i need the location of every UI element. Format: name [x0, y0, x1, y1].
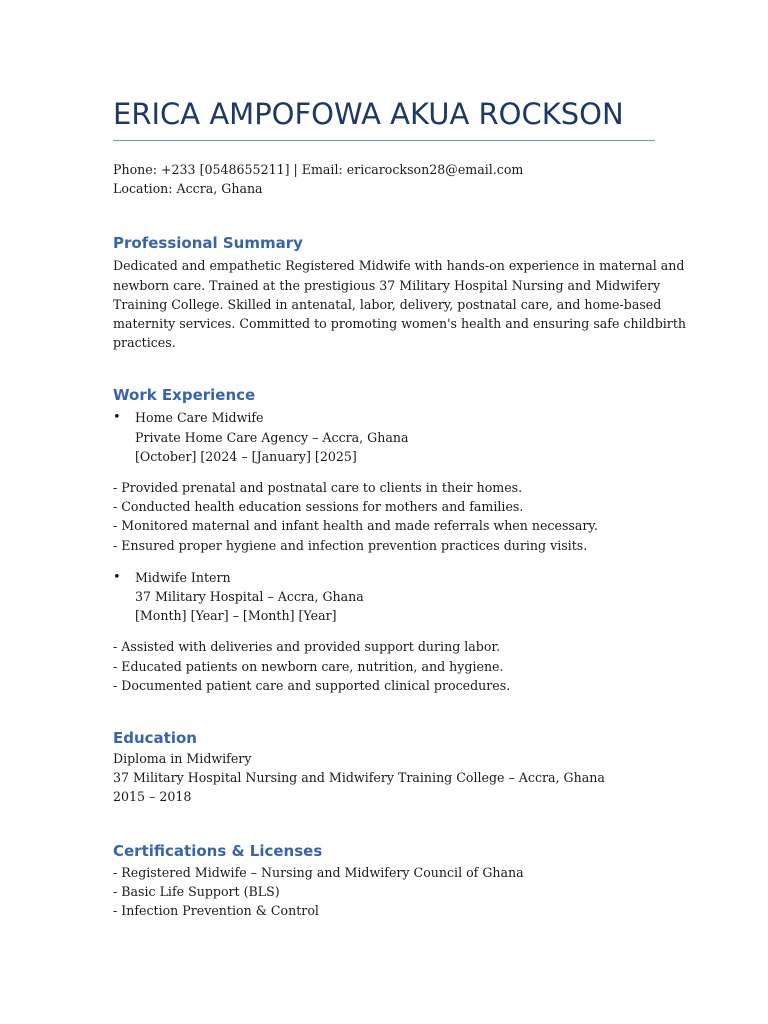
duty-item: - Conducted health education sessions for mothers and families.: [113, 499, 524, 515]
job-entry: [113, 408, 658, 466]
resume-content: [113, 94, 686, 920]
job-title: Midwife Intern: [135, 569, 231, 585]
duty-item: - Educated patients on newborn care, nutrition, and hygiene.: [113, 658, 504, 674]
duty-item: - Assisted with deliveries and provided support during labor.: [113, 639, 501, 655]
summary-line: practices.: [113, 335, 176, 351]
job-dates: [October] [2024 – [January] [2025]: [135, 448, 357, 464]
summary-line: newborn care. Trained at the prestigious 37 Military Hospital Nursing and Midwifery: [113, 277, 661, 293]
contact-location: Location: Accra, Ghana: [113, 181, 263, 197]
certification-item: - Infection Prevention & Control: [113, 903, 319, 919]
duty-item: - Documented patient care and supported clinical procedures.: [113, 677, 511, 693]
bullet-icon: •: [113, 410, 121, 426]
duty-item: - Monitored maternal and infant health and made referrals when necessary.: [113, 518, 598, 534]
summary-line: Training College. Skilled in antenatal, labor, delivery, postnatal care, and home-based: [113, 296, 662, 312]
job-dates: [Month] [Year] – [Month] [Year]: [135, 608, 337, 624]
section-heading-summary: Professional Summary: [113, 234, 303, 253]
duty-item: - Ensured proper hygiene and infection prevention practices during visits.: [113, 537, 588, 553]
contact-phone-email: Phone: +233 [0548655211] | Email: ericarockson28@email.com: [113, 162, 524, 177]
summary-line: maternity services. Committed to promoting women's health and ensuring safe childbirth: [113, 316, 686, 332]
job-duties: [113, 478, 658, 555]
education-school: 37 Military Hospital Nursing and Midwifery Training College – Accra, Ghana: [113, 770, 605, 786]
section-heading-work: Work Experience: [113, 386, 256, 405]
education-degree: Diploma in Midwifery: [113, 751, 252, 767]
certifications-list: [113, 863, 658, 921]
certification-item: - Basic Life Support (BLS): [113, 883, 280, 899]
contact-block: [113, 160, 658, 198]
education-years: 2015 – 2018: [113, 789, 192, 805]
certification-item: - Registered Midwife – Nursing and Midwifery Council of Ghana: [113, 864, 524, 880]
section-heading-certifications: Certifications & Licenses: [113, 841, 323, 860]
bullet-icon: •: [113, 569, 121, 585]
title-divider: [113, 140, 655, 141]
education-entry: [113, 749, 658, 807]
summary-paragraph: [113, 256, 686, 352]
job-organization: Private Home Care Agency – Accra, Ghana: [135, 429, 409, 445]
summary-line: Dedicated and empathetic Registered Midwife with hands-on experience in maternal and: [113, 258, 685, 274]
section-heading-education: Education: [113, 729, 197, 748]
duty-item: - Provided prenatal and postnatal care to clients in their homes.: [113, 480, 523, 496]
job-entry: [113, 568, 658, 626]
job-duties: [113, 637, 658, 695]
candidate-name: ERICA AMPOFOWA AKUA ROCKSON: [113, 97, 624, 131]
job-organization: 37 Military Hospital – Accra, Ghana: [135, 589, 364, 605]
job-title: Home Care Midwife: [135, 410, 264, 426]
